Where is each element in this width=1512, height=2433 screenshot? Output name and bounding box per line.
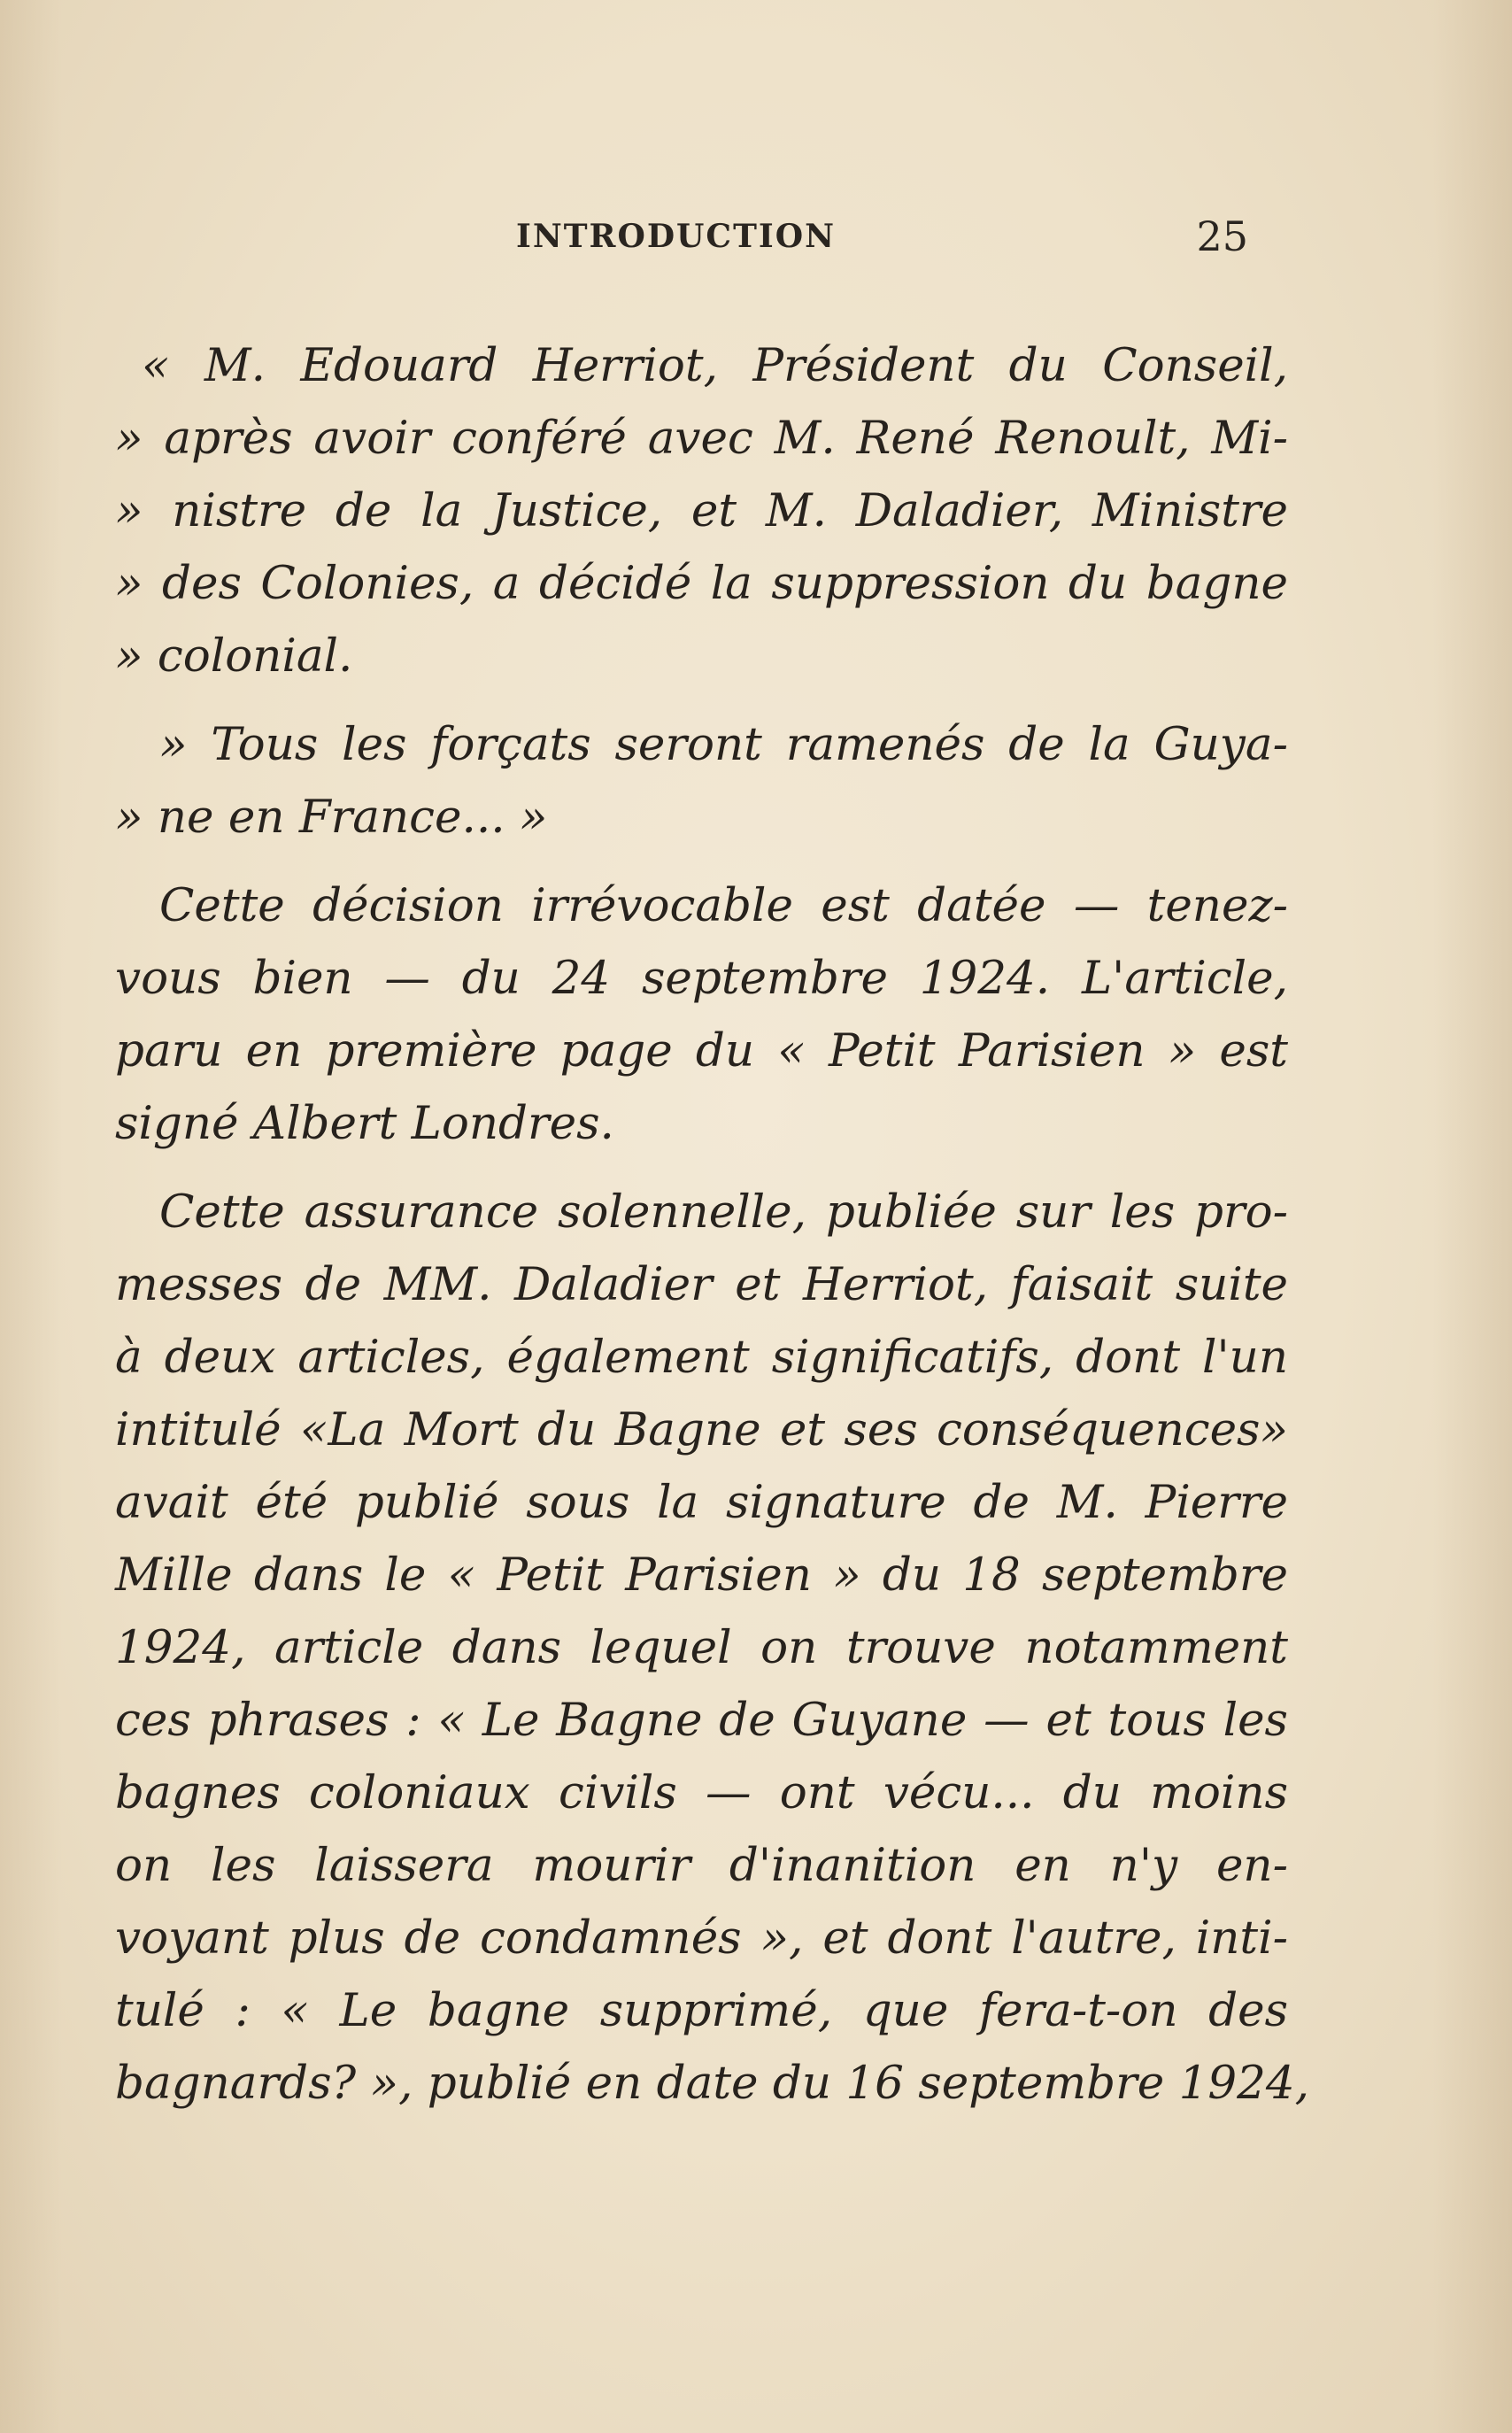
text-line: 1924, article dans lequel on trouve notamment xyxy=(115,1621,1288,1674)
page-edge-shadow-left xyxy=(0,0,62,2433)
page-number: 25 xyxy=(1196,212,1248,260)
text-line: Cette décision irrévocable est datée — tenez- xyxy=(159,879,1288,932)
paragraph-gap xyxy=(115,692,1288,708)
text-line: intitulé «La Mort du Bagne et ses conséquences» xyxy=(115,1403,1288,1456)
body-text xyxy=(115,329,1310,2120)
text-line: » colonial. xyxy=(115,629,353,683)
text-line: signé Albert Londres. xyxy=(115,1097,614,1150)
page-edge-shadow-right xyxy=(1432,0,1512,2433)
text-line: à deux articles, également significatifs, dont l'un xyxy=(115,1331,1288,1384)
paragraph-gap xyxy=(115,1160,1288,1176)
text-line: » après avoir conféré avec M. René Renoult, Mi- xyxy=(115,412,1288,465)
text-line: on les laissera mourir d'inanition en n'y en- xyxy=(115,1839,1288,1892)
text-line: ces phrases : « Le Bagne de Guyane — et tous les xyxy=(115,1694,1288,1747)
page-header xyxy=(115,212,1248,266)
text-line: bagnards? », publié en date du 16 septembre 1924, xyxy=(115,2057,1310,2110)
text-line: messes de MM. Daladier et Herriot, faisait suite xyxy=(115,1258,1288,1311)
text-line: paru en première page du « Petit Parisien » est xyxy=(115,1024,1288,1077)
text-line: bagnes coloniaux civils — ont vécu... du moins xyxy=(115,1766,1288,1819)
text-line: » Tous les forçats seront ramenés de la Guya- xyxy=(159,718,1288,771)
text-line: voyant plus de condamnés », et dont l'autre, inti- xyxy=(115,1912,1288,1965)
text-line: tulé : « Le bagne supprimé, que fera-t-on des xyxy=(115,1984,1288,2037)
running-head: INTRODUCTION xyxy=(516,218,836,255)
text-line: avait été publié sous la signature de M. Pierre xyxy=(115,1476,1288,1529)
text-line: « M. Edouard Herriot, Président du Conseil, xyxy=(142,339,1288,392)
text-line: vous bien — du 24 septembre 1924. L'article, xyxy=(115,952,1288,1005)
paragraph-gap xyxy=(115,853,1288,869)
text-line: » ne en France... » xyxy=(115,791,548,844)
text-line: » nistre de la Justice, et M. Daladier, Ministre xyxy=(115,484,1288,537)
text-line: Mille dans le « Petit Parisien » du 18 septembre xyxy=(115,1549,1288,1602)
text-line: » des Colonies, a décidé la suppression du bagne xyxy=(115,557,1288,610)
text-line: Cette assurance solennelle, publiée sur les pro- xyxy=(159,1186,1288,1239)
